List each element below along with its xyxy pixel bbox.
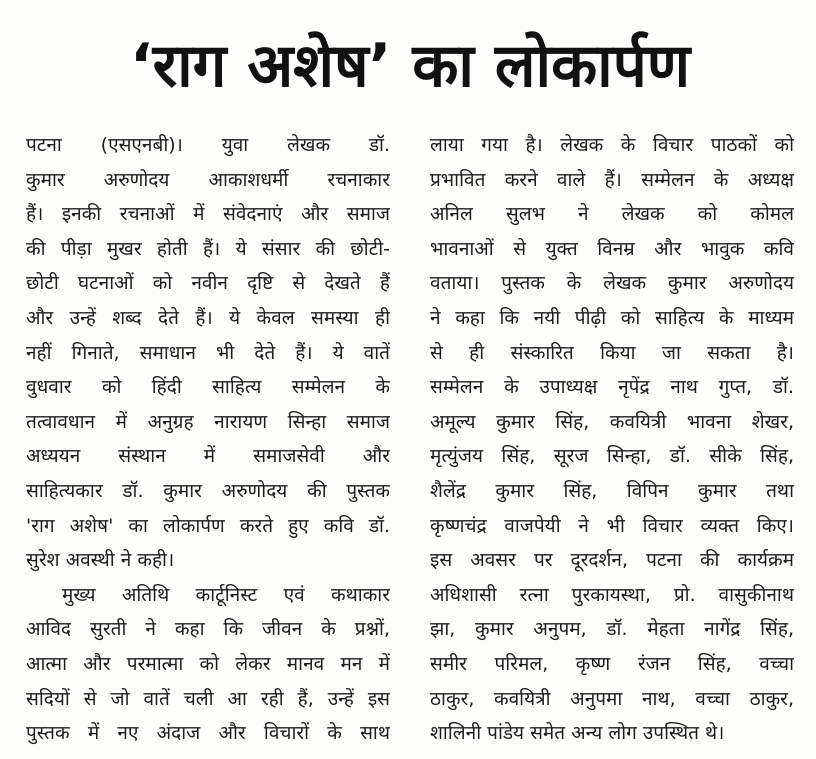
text-line: नहीं गिनाते, समाधान भी देते हैं। ये वातें bbox=[26, 341, 390, 364]
text-line: की पीड़ा मुखर होती हैं। ये संसार की छोटी- bbox=[26, 237, 390, 260]
text-line: साहित्यकार डॉ. कुमार अरुणोदय की पुस्तक bbox=[26, 479, 390, 502]
text-line: सम्मेलन के उपाध्यक्ष नृपेंद्र नाथ गुप्त, डॉ. bbox=[430, 376, 794, 399]
text-line: छोटी घटनाओं को नवीन दृष्टि से देखते हैं bbox=[26, 272, 390, 295]
text-line: हैं। इनकी रचनाओं में संवेदनाएं और समाज bbox=[26, 203, 390, 226]
text-line: अनिल सुलभ ने लेखक को कोमल bbox=[430, 203, 794, 226]
right-column bbox=[430, 128, 794, 753]
text-line: तत्वावधान में अनुग्रह नारायण सिन्हा समाज bbox=[26, 410, 390, 433]
text-line: मृत्युंजय सिंह, सूरज सिन्हा, डॉ. सीके सिंह, bbox=[430, 445, 794, 468]
text-line: 'राग अशेष' का लोकार्पण करते हुए कवि डॉ. bbox=[26, 514, 390, 537]
text-line: कुमार अरुणोदय आकाशधर्मी रचनाकार bbox=[26, 168, 390, 191]
text-line: शैलेंद्र कुमार सिंह, विपिन कुमार तथा bbox=[430, 479, 794, 502]
text-line: अमूल्य कुमार सिंह, कवयित्री भावना शेखर, bbox=[430, 410, 794, 433]
text-line: सुरेश अवस्थी ने कही। bbox=[26, 549, 175, 572]
text-line: ठाकुर, कवयित्री अनुपमा नाथ, वच्चा ठाकुर, bbox=[430, 687, 794, 710]
text-line: वुधवार को हिंदी साहित्य सम्मेलन के bbox=[26, 376, 390, 399]
text-line: सदियों से जो वातें चली आ रही हैं, उन्हें इस bbox=[26, 687, 390, 710]
text-line: से ही संस्कारित किया जा सकता है। bbox=[430, 341, 794, 364]
text-line: शालिनी पांडेय समेत अन्य लोग उपस्थित थे। bbox=[430, 722, 725, 745]
text-line: प्रभावित करने वाले हैं। सम्मेलन के अध्यक्ष bbox=[430, 168, 794, 191]
left-column bbox=[26, 128, 390, 753]
text-line: पुस्तक में नए अंदाज और विचारों के साथ bbox=[26, 722, 390, 745]
text-line: मुख्य अतिथि कार्टूनिस्ट एवं कथाकार bbox=[62, 583, 390, 606]
article-body bbox=[26, 128, 796, 753]
text-line: समीर परिमल, कृष्ण रंजन सिंह, वच्चा bbox=[430, 652, 794, 675]
text-line: आविद सुरती ने कहा कि जीवन के प्रश्नों, bbox=[26, 618, 390, 641]
text-line: अधिशासी रत्ना पुरकायस्था, प्रो. वासुकीनाथ bbox=[430, 583, 794, 606]
text-line: और उन्हें शब्द देते हैं। ये केवल समस्या ही bbox=[26, 306, 390, 329]
text-line: आत्मा और परमात्मा को लेकर मानव मन में bbox=[26, 652, 390, 675]
text-line: वताया। पुस्तक के लेखक कुमार अरुणोदय bbox=[430, 272, 794, 295]
text-line: अध्ययन संस्थान में समाजसेवी और bbox=[26, 445, 390, 468]
text-line: पटना (एसएनबी)। युवा लेखक डॉ. bbox=[26, 134, 390, 156]
text-line: झा, कुमार अनुपम, डॉ. मेहता नागेंद्र सिंह, bbox=[430, 618, 794, 641]
headline: ‘राग अशेष’ का लोकार्पण bbox=[129, 31, 691, 101]
text-line: लाया गया है। लेखक के विचार पाठकों को bbox=[430, 134, 794, 156]
text-line: ने कहा कि नयी पीढ़ी को साहित्य के माध्यम bbox=[430, 306, 794, 329]
text-line: कृष्णचंद्र वाजपेयी ने भी विचार व्यक्त किए। bbox=[430, 514, 794, 537]
text-line: इस अवसर पर दूरदर्शन, पटना की कार्यक्रम bbox=[430, 549, 794, 572]
text-line: भावनाओं से युक्त विनम्र और भावुक कवि bbox=[430, 237, 794, 260]
